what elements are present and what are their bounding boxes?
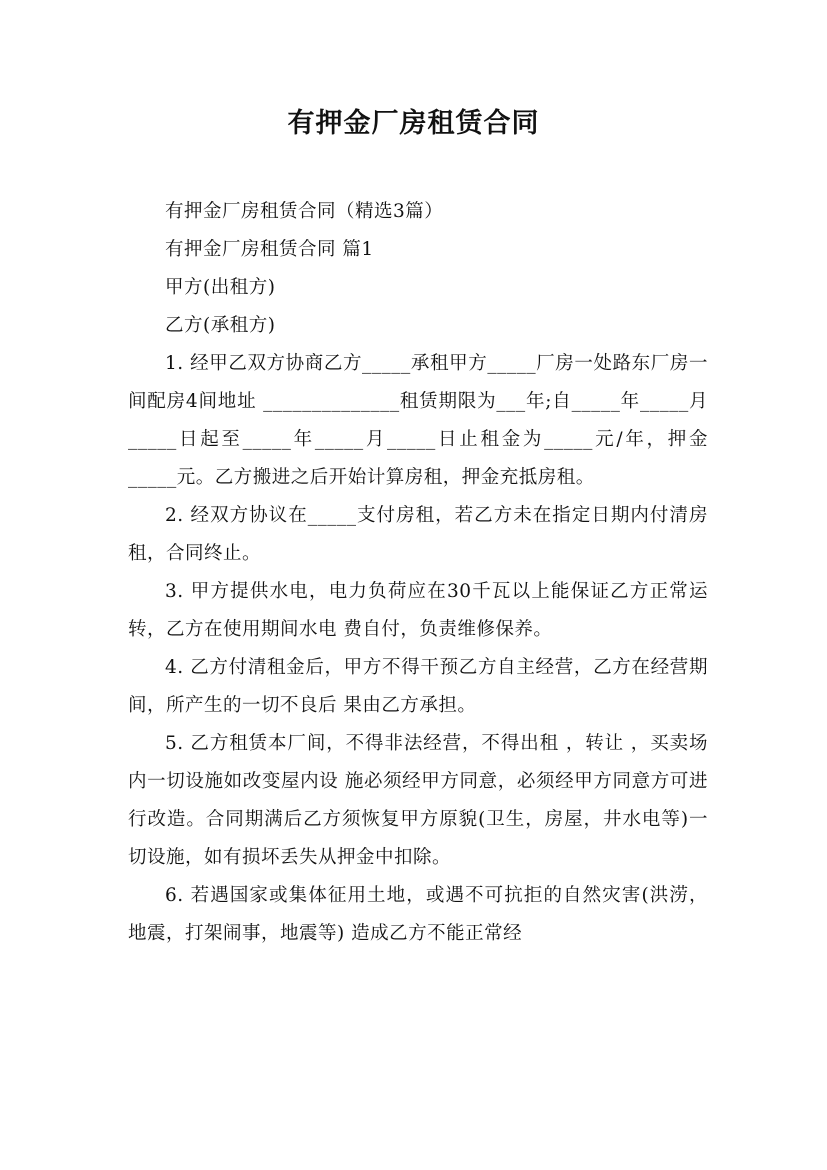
paragraph-party-a: 甲方(出租方) — [165, 277, 276, 298]
clause-2: 2. 经双方协议在_____支付房租，若乙方未在指定日期内付清房租，合同终止。 — [128, 505, 708, 564]
clause-5: 5. 乙方租赁本厂间，不得非法经营，不得出租 ，转让 ，买卖场内一切设施如改变屋内设 施必须经甲方同意，必须经甲方同意方可进行改造。合同期满后乙方须恢复甲方原貌(卫生，房屋，井水电等)一切设施，如有损坏丢失从押金中扣除。 — [128, 733, 708, 868]
paragraph-part-heading: 有押金厂房租赁合同 篇1 — [165, 239, 374, 260]
paragraph-party-b: 乙方(承租方) — [165, 315, 276, 336]
clause-4: 4. 乙方付清租金后，甲方不得干预乙方自主经营，乙方在经营期间，所产生的一切不良后 果由乙方承担。 — [128, 657, 708, 716]
paragraph-subtitle: 有押金厂房租赁合同（精选3篇） — [165, 201, 444, 222]
clause-1: 1. 经甲乙双方协商乙方_____承租甲方_____厂房一处路东厂房一间配房4间地址 ______________租赁期限为___年;自_____年_____月_____日起至_____年_____月_____日止租金为_____元/年，押金_____元。乙方搬进之后开始计算房租，押金充抵房租。 — [128, 353, 708, 488]
document-title: 有押金厂房租赁合同 — [287, 108, 540, 139]
clause-6: 6. 若遇国家或集体征用土地，或遇不可抗拒的自然灾害(洪涝，地震，打架闹事，地震等) 造成乙方不能正常经 — [128, 885, 708, 944]
clause-3: 3. 甲方提供水电，电力负荷应在30千瓦以上能保证乙方正常运转，乙方在使用期间水电 费自付，负责维修保养。 — [128, 581, 708, 640]
document-body — [128, 193, 708, 953]
